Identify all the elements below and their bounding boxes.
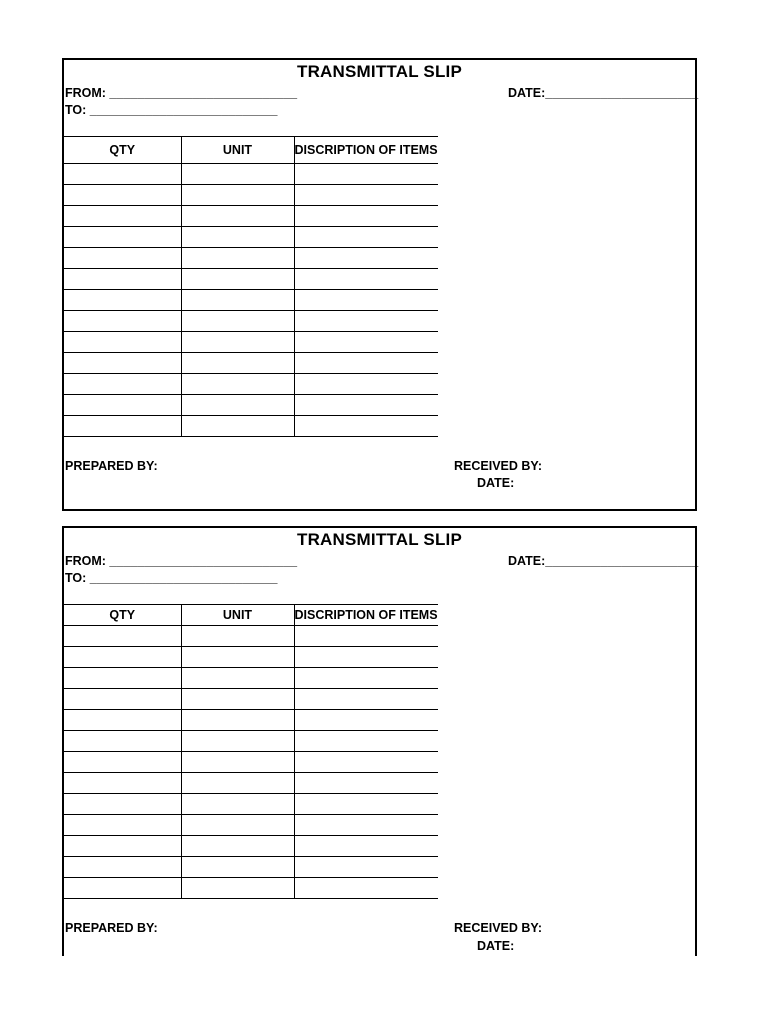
unit-cell[interactable] [181, 164, 294, 185]
table-row [64, 311, 438, 332]
unit-header: UNIT [181, 605, 294, 626]
from-field: FROM: ___________________________ [65, 554, 298, 568]
table-row [64, 731, 438, 752]
items-table-body [64, 164, 438, 437]
description-cell[interactable] [294, 836, 438, 857]
unit-cell[interactable] [181, 416, 294, 437]
unit-cell[interactable] [181, 794, 294, 815]
qty-cell[interactable] [64, 668, 181, 689]
unit-cell[interactable] [181, 311, 294, 332]
table-row [64, 374, 438, 395]
unit-cell[interactable] [181, 773, 294, 794]
slip-title: TRANSMITTAL SLIP [296, 62, 462, 81]
table-row [64, 773, 438, 794]
table-row [64, 689, 438, 710]
table-row [64, 878, 438, 899]
qty-cell[interactable] [64, 857, 181, 878]
unit-cell[interactable] [181, 206, 294, 227]
description-header: DISCRIPTION OF ITEMS [294, 137, 438, 164]
table-row [64, 227, 438, 248]
unit-cell[interactable] [181, 332, 294, 353]
qty-cell[interactable] [64, 395, 181, 416]
transmittal-slip [62, 526, 697, 956]
from-field: FROM: ___________________________ [65, 86, 298, 100]
qty-cell[interactable] [64, 689, 181, 710]
qty-cell[interactable] [64, 773, 181, 794]
slip-title: TRANSMITTAL SLIP [296, 530, 462, 549]
description-cell[interactable] [294, 773, 438, 794]
description-cell[interactable] [294, 794, 438, 815]
qty-cell[interactable] [64, 626, 181, 647]
to-field: TO: ___________________________ [65, 571, 278, 585]
qty-cell[interactable] [64, 710, 181, 731]
unit-cell[interactable] [181, 731, 294, 752]
description-cell[interactable] [294, 668, 438, 689]
unit-cell[interactable] [181, 668, 294, 689]
description-cell[interactable] [294, 689, 438, 710]
prepared-by-label: PREPARED BY: [65, 459, 158, 473]
table-row [64, 164, 438, 185]
description-cell[interactable] [294, 878, 438, 899]
unit-cell[interactable] [181, 185, 294, 206]
table-row [64, 647, 438, 668]
unit-cell[interactable] [181, 857, 294, 878]
date-field: DATE:______________________ [508, 554, 699, 568]
received-by-label: RECEIVED BY: [454, 459, 542, 473]
description-header: DISCRIPTION OF ITEMS [294, 605, 438, 626]
description-cell[interactable] [294, 164, 438, 185]
table-row [64, 857, 438, 878]
table-row [64, 248, 438, 269]
unit-cell[interactable] [181, 290, 294, 311]
unit-cell[interactable] [181, 395, 294, 416]
unit-cell[interactable] [181, 374, 294, 395]
description-cell[interactable] [294, 710, 438, 731]
table-row [64, 794, 438, 815]
description-cell[interactable] [294, 731, 438, 752]
unit-cell[interactable] [181, 710, 294, 731]
description-cell[interactable] [294, 395, 438, 416]
description-cell[interactable] [294, 647, 438, 668]
description-cell[interactable] [294, 206, 438, 227]
description-cell[interactable] [294, 857, 438, 878]
unit-cell[interactable] [181, 227, 294, 248]
qty-cell[interactable] [64, 647, 181, 668]
qty-cell[interactable] [64, 752, 181, 773]
table-row [64, 752, 438, 773]
table-row [64, 668, 438, 689]
qty-cell[interactable] [64, 332, 181, 353]
description-cell[interactable] [294, 353, 438, 374]
description-cell[interactable] [294, 185, 438, 206]
unit-cell[interactable] [181, 836, 294, 857]
prepared-by-label: PREPARED BY: [65, 921, 158, 935]
qty-cell[interactable] [64, 311, 181, 332]
table-row [64, 290, 438, 311]
description-cell[interactable] [294, 416, 438, 437]
received-date-label: DATE: [477, 476, 515, 490]
items-table-header [64, 137, 438, 164]
qty-header: QTY [64, 605, 181, 626]
qty-cell[interactable] [64, 290, 181, 311]
unit-cell[interactable] [181, 353, 294, 374]
table-row [64, 332, 438, 353]
items-table [64, 136, 438, 437]
description-cell[interactable] [294, 752, 438, 773]
qty-cell[interactable] [64, 269, 181, 290]
table-row [64, 206, 438, 227]
qty-cell[interactable] [64, 815, 181, 836]
table-row [64, 185, 438, 206]
description-cell[interactable] [294, 815, 438, 836]
table-row [64, 710, 438, 731]
qty-cell[interactable] [64, 836, 181, 857]
description-cell[interactable] [294, 269, 438, 290]
unit-cell[interactable] [181, 626, 294, 647]
unit-cell[interactable] [181, 689, 294, 710]
qty-cell[interactable] [64, 374, 181, 395]
qty-cell[interactable] [64, 731, 181, 752]
unit-cell[interactable] [181, 878, 294, 899]
table-row [64, 626, 438, 647]
unit-cell[interactable] [181, 248, 294, 269]
qty-cell[interactable] [64, 794, 181, 815]
description-cell[interactable] [294, 311, 438, 332]
items-table-header [64, 605, 438, 626]
received-by-label: RECEIVED BY: [454, 921, 542, 935]
qty-cell[interactable] [64, 416, 181, 437]
qty-cell[interactable] [64, 353, 181, 374]
unit-cell[interactable] [181, 752, 294, 773]
unit-header: UNIT [181, 137, 294, 164]
date-field: DATE:______________________ [508, 86, 699, 100]
to-field: TO: ___________________________ [65, 103, 278, 117]
qty-cell[interactable] [64, 878, 181, 899]
description-cell[interactable] [294, 626, 438, 647]
unit-cell[interactable] [181, 647, 294, 668]
transmittal-slip [62, 58, 697, 511]
received-date-label: DATE: [477, 939, 515, 953]
qty-header: QTY [64, 137, 181, 164]
description-cell[interactable] [294, 290, 438, 311]
unit-cell[interactable] [181, 815, 294, 836]
description-cell[interactable] [294, 248, 438, 269]
qty-cell[interactable] [64, 227, 181, 248]
unit-cell[interactable] [181, 269, 294, 290]
description-cell[interactable] [294, 374, 438, 395]
description-cell[interactable] [294, 227, 438, 248]
qty-cell[interactable] [64, 164, 181, 185]
description-cell[interactable] [294, 332, 438, 353]
table-row [64, 269, 438, 290]
qty-cell[interactable] [64, 248, 181, 269]
qty-cell[interactable] [64, 185, 181, 206]
table-row [64, 416, 438, 437]
qty-cell[interactable] [64, 206, 181, 227]
table-row [64, 836, 438, 857]
table-row [64, 815, 438, 836]
table-row [64, 395, 438, 416]
items-table [64, 604, 438, 899]
table-row [64, 353, 438, 374]
items-table-body [64, 626, 438, 899]
